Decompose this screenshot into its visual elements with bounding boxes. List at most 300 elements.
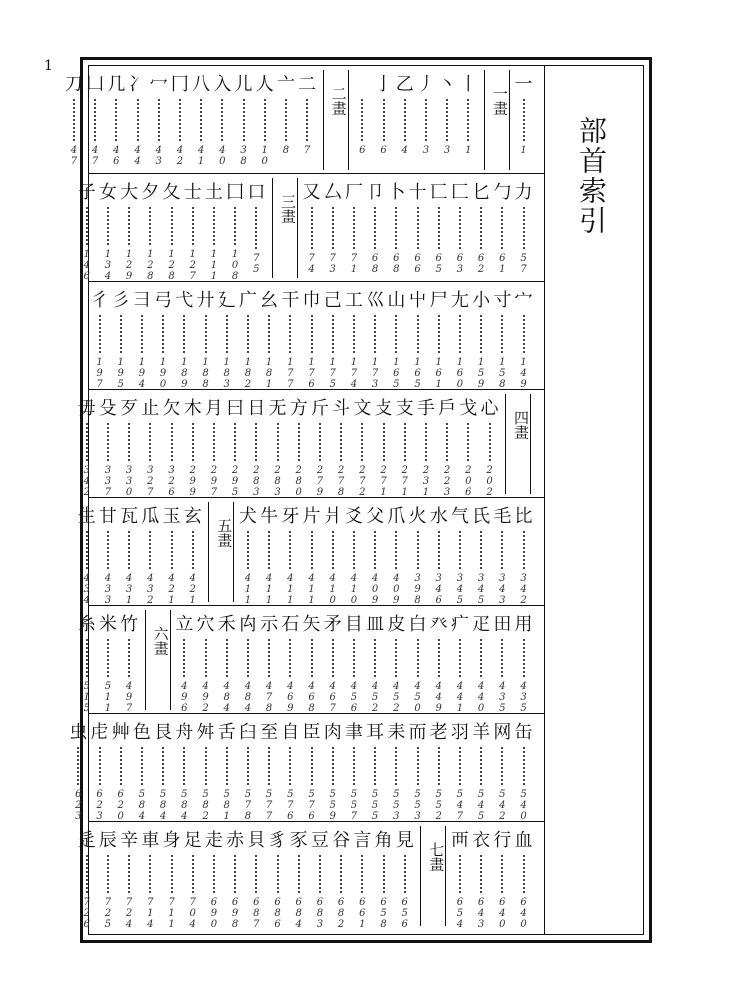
radical-entry[interactable] — [366, 174, 385, 282]
radical-entry[interactable] — [408, 714, 427, 822]
radical-entry[interactable] — [459, 390, 478, 498]
page-number: 1 — [44, 58, 53, 74]
radical-char: 牛 — [260, 506, 279, 527]
page-ref: 2 7 1 — [401, 465, 408, 498]
radical-entry[interactable] — [255, 66, 274, 174]
radical-entry[interactable] — [120, 606, 139, 714]
radical-entry[interactable] — [387, 606, 406, 714]
radical-char: 穴 — [196, 614, 215, 635]
dot-leader — [192, 207, 194, 245]
radical-entry[interactable] — [395, 822, 414, 930]
radical-entry[interactable] — [86, 66, 105, 174]
page-ref: 4 1 1 — [308, 573, 315, 606]
dot-leader — [171, 423, 173, 461]
radical-char: 止 — [141, 398, 160, 419]
radical-entry[interactable] — [111, 714, 130, 822]
dot-leader — [404, 99, 406, 141]
radical-entry[interactable] — [344, 714, 363, 822]
radical-entry[interactable] — [323, 498, 342, 606]
page-ref: 7 2 4 — [125, 897, 133, 930]
radical-entry[interactable] — [141, 390, 160, 498]
radical-entry[interactable] — [429, 606, 448, 714]
radical-entry[interactable] — [149, 66, 168, 174]
radical-entry[interactable] — [298, 66, 317, 174]
radical-entry[interactable] — [247, 174, 266, 282]
radical-entry[interactable] — [514, 66, 533, 174]
stroke-count-label: 七畫 — [427, 842, 446, 872]
radical-entry[interactable] — [302, 498, 321, 606]
dot-leader — [459, 855, 461, 893]
page-ref: 7 2 5 — [104, 897, 112, 930]
radical-entry[interactable] — [260, 714, 279, 822]
radical-entry[interactable] — [132, 282, 151, 390]
radical-entry[interactable] — [353, 822, 372, 930]
radical-char: 氏 — [472, 506, 491, 527]
stroke-count-label: 六畫 — [151, 626, 170, 656]
radical-char: 艮 — [154, 722, 173, 743]
radical-entry[interactable] — [98, 822, 117, 930]
radical-entry[interactable] — [98, 498, 117, 606]
radical-entry[interactable] — [196, 606, 215, 714]
radical-char: 羊 — [472, 722, 491, 743]
radical-char: 米 — [98, 614, 117, 635]
radical-entry[interactable] — [204, 174, 223, 282]
radical-entry[interactable] — [90, 714, 109, 822]
radical-char: 糸 — [77, 614, 96, 635]
dot-leader — [404, 855, 406, 893]
radical-char: 豆 — [310, 830, 329, 851]
radical-entry[interactable] — [472, 498, 491, 606]
dot-leader — [374, 207, 376, 249]
radical-entry[interactable] — [514, 282, 533, 390]
radical-char: 乙 — [395, 74, 414, 95]
page-ref: 2 8 0 — [295, 465, 302, 498]
dot-leader — [99, 747, 101, 785]
page-ref: 4 9 7 — [125, 681, 133, 714]
page-ref: 2 8 3 — [274, 465, 281, 498]
radical-entry[interactable] — [183, 498, 202, 606]
radical-entry[interactable] — [132, 714, 151, 822]
radical-entry[interactable] — [302, 282, 321, 390]
page-ref: 6 — [380, 145, 387, 156]
radical-entry[interactable] — [107, 66, 126, 174]
radical-entry[interactable] — [175, 606, 194, 714]
dot-leader — [501, 639, 503, 677]
radical-entry[interactable] — [183, 390, 202, 498]
radical-entry[interactable] — [450, 282, 469, 390]
radical-entry[interactable] — [289, 822, 308, 930]
radical-entry[interactable] — [514, 714, 533, 822]
page-ref: 4 8 4 — [244, 681, 252, 714]
radical-char: 力 — [514, 182, 533, 203]
radical-entry[interactable] — [472, 282, 491, 390]
radical-char: 斗 — [332, 398, 351, 419]
index-row — [89, 282, 545, 390]
radical-entry[interactable] — [366, 498, 385, 606]
radical-entry[interactable] — [162, 390, 181, 498]
radical-entry[interactable] — [268, 390, 287, 498]
radical-char: 尢 — [450, 290, 469, 311]
radical-entry[interactable] — [120, 498, 139, 606]
stroke-count-heading — [418, 822, 448, 930]
page-ref: 5 8 1 — [223, 789, 230, 822]
radical-char: 臼 — [238, 722, 257, 743]
radical-entry[interactable] — [344, 606, 363, 714]
radical-entry[interactable] — [353, 390, 372, 498]
radical-entry[interactable] — [493, 282, 512, 390]
radical-entry[interactable] — [196, 282, 215, 390]
radical-entry[interactable] — [170, 66, 189, 174]
radical-entry[interactable] — [514, 606, 533, 714]
dot-leader — [501, 315, 503, 353]
radical-entry[interactable] — [450, 606, 469, 714]
radical-entry[interactable] — [204, 390, 223, 498]
dot-leader — [306, 99, 308, 141]
radical-entry[interactable] — [260, 606, 279, 714]
radical-entry[interactable] — [387, 498, 406, 606]
radical-entry[interactable] — [183, 174, 202, 282]
radical-entry[interactable] — [353, 66, 372, 174]
dot-leader — [268, 639, 270, 677]
radical-entry[interactable] — [77, 174, 96, 282]
radical-entry[interactable] — [213, 66, 232, 174]
radical-char: 山 — [387, 290, 406, 311]
radical-entry[interactable] — [90, 282, 109, 390]
dot-leader — [425, 423, 427, 461]
radical-entry[interactable] — [69, 714, 88, 822]
page-ref: 5 5 3 — [393, 789, 400, 822]
radical-char: 舟 — [175, 722, 194, 743]
radical-entry[interactable] — [77, 606, 96, 714]
dot-leader — [361, 855, 363, 893]
radical-entry[interactable] — [438, 66, 457, 174]
radical-entry[interactable] — [120, 822, 139, 930]
radical-char: 用 — [514, 614, 533, 635]
page-ref: 4 8 4 — [223, 681, 230, 714]
radical-entry[interactable] — [429, 714, 448, 822]
radical-char: 皮 — [387, 614, 406, 635]
radical-entry[interactable] — [493, 822, 512, 930]
radical-entry[interactable] — [302, 606, 321, 714]
page-ref: 6 4 0 — [499, 897, 506, 930]
radical-char: 亠 — [276, 74, 295, 95]
radical-entry[interactable] — [98, 174, 117, 282]
radical-entry[interactable] — [64, 66, 83, 174]
dot-leader — [99, 315, 101, 353]
dot-leader — [247, 639, 249, 677]
stroke-count-label: 三畫 — [278, 194, 297, 224]
radical-entry[interactable] — [98, 606, 117, 714]
radical-entry[interactable] — [395, 390, 414, 498]
radical-entry[interactable] — [141, 822, 160, 930]
radical-entry[interactable] — [416, 390, 435, 498]
radical-entry[interactable] — [226, 390, 245, 498]
page-ref: 6 6 1 — [359, 897, 366, 930]
radical-entry[interactable] — [98, 390, 117, 498]
radical-entry[interactable] — [183, 822, 202, 930]
radical-entry[interactable] — [429, 498, 448, 606]
radical-entry[interactable] — [429, 282, 448, 390]
radical-entry[interactable] — [247, 390, 266, 498]
dot-leader — [332, 531, 334, 569]
radical-entry[interactable] — [120, 174, 139, 282]
radical-entry[interactable] — [472, 714, 491, 822]
dot-leader — [438, 639, 440, 677]
radical-entry[interactable] — [344, 282, 363, 390]
radical-entry[interactable] — [234, 66, 253, 174]
radical-entry[interactable] — [141, 498, 160, 606]
page-ref: 1 8 1 — [265, 357, 273, 390]
radical-entry[interactable] — [111, 282, 130, 390]
radical-entry[interactable] — [429, 174, 448, 282]
radical-entry[interactable] — [323, 606, 342, 714]
radical-entry[interactable] — [247, 822, 266, 930]
radical-char: 足 — [183, 830, 202, 851]
radical-entry[interactable] — [395, 66, 414, 174]
dot-leader — [128, 639, 130, 677]
radical-entry[interactable] — [450, 498, 469, 606]
radical-entry[interactable] — [226, 174, 245, 282]
dot-leader — [425, 99, 427, 141]
radical-char: 疋 — [472, 614, 491, 635]
dot-leader — [438, 315, 440, 353]
radical-entry[interactable] — [238, 498, 257, 606]
radical-entry[interactable] — [438, 390, 457, 498]
divider — [505, 394, 506, 494]
page-ref: 1 9 7 — [96, 357, 103, 390]
radical-char: 矢 — [302, 614, 321, 635]
page-ref: 3 — [443, 145, 451, 156]
radical-char: 冂 — [170, 74, 189, 95]
page-ref: 6 8 6 — [274, 897, 281, 930]
page-ref: 4 0 9 — [371, 573, 379, 606]
dot-leader — [311, 747, 313, 785]
radical-entry[interactable] — [238, 714, 257, 822]
radical-entry[interactable] — [276, 66, 295, 174]
page-ref: 2 0 6 — [465, 465, 472, 498]
dot-leader — [467, 423, 469, 461]
divider — [348, 70, 349, 170]
radical-entry[interactable] — [141, 174, 160, 282]
page-ref: 7 0 4 — [189, 897, 196, 930]
radical-entry[interactable] — [493, 606, 512, 714]
dot-leader — [289, 531, 291, 569]
dot-leader — [128, 531, 130, 569]
radical-entry[interactable] — [260, 282, 279, 390]
dot-leader — [115, 99, 117, 141]
radical-entry[interactable] — [366, 714, 385, 822]
radical-char: 辵 — [77, 830, 96, 851]
radical-entry[interactable] — [302, 174, 321, 282]
radical-entry[interactable] — [493, 174, 512, 282]
radical-entry[interactable] — [480, 390, 499, 498]
radical-entry[interactable] — [416, 66, 435, 174]
radical-entry[interactable] — [175, 714, 194, 822]
radical-char: 虫 — [69, 722, 88, 743]
radical-entry[interactable] — [344, 498, 363, 606]
stroke-count-heading — [143, 606, 173, 714]
radical-entry[interactable] — [366, 282, 385, 390]
radical-entry[interactable] — [366, 606, 385, 714]
dot-leader — [395, 315, 397, 353]
radical-char: 大 — [120, 182, 139, 203]
radical-entry[interactable] — [289, 390, 308, 498]
radical-char: 甘 — [98, 506, 117, 527]
dot-leader — [319, 423, 321, 461]
radical-entry[interactable] — [260, 498, 279, 606]
radical-entry[interactable] — [408, 498, 427, 606]
radical-entry[interactable] — [332, 390, 351, 498]
radical-entry[interactable] — [281, 606, 300, 714]
radical-entry[interactable] — [226, 822, 245, 930]
radical-entry[interactable] — [281, 498, 300, 606]
divider — [420, 826, 421, 926]
dot-leader — [459, 639, 461, 677]
radical-char: 冫 — [128, 74, 147, 95]
radical-entry[interactable] — [154, 714, 173, 822]
radical-entry[interactable] — [472, 174, 491, 282]
radical-entry[interactable] — [217, 714, 236, 822]
radical-char: 竹 — [120, 614, 139, 635]
radical-char: 曰 — [226, 398, 245, 419]
radical-entry[interactable] — [493, 714, 512, 822]
page-ref: 4 4 0 — [477, 681, 485, 714]
dot-leader — [179, 99, 181, 141]
dot-leader — [120, 315, 122, 353]
radical-entry[interactable] — [238, 606, 257, 714]
dot-leader — [192, 423, 194, 461]
radical-entry[interactable] — [450, 714, 469, 822]
radical-entry[interactable] — [387, 282, 406, 390]
radical-entry[interactable] — [323, 174, 342, 282]
radical-entry[interactable] — [204, 822, 223, 930]
radical-entry[interactable] — [77, 822, 96, 930]
radical-entry[interactable] — [162, 174, 181, 282]
radical-char: 示 — [260, 614, 279, 635]
page-ref: 3 4 5 — [477, 573, 485, 606]
radical-entry[interactable] — [408, 606, 427, 714]
radical-entry[interactable] — [128, 66, 147, 174]
dot-leader — [107, 423, 109, 461]
radical-entry[interactable] — [310, 822, 329, 930]
dot-leader — [73, 99, 75, 141]
radical-entry[interactable] — [77, 390, 96, 498]
page-ref: 2 2 3 — [443, 465, 451, 498]
radical-char: 爿 — [323, 506, 342, 527]
page-ref: 1 9 5 — [117, 357, 124, 390]
radical-entry[interactable] — [408, 282, 427, 390]
radical-entry[interactable] — [374, 66, 393, 174]
dot-leader — [446, 99, 448, 141]
radical-char: 儿 — [234, 74, 253, 95]
index-row — [77, 174, 545, 282]
page-ref: 4 3 1 — [125, 573, 133, 606]
radical-entry[interactable] — [459, 66, 478, 174]
dot-leader — [311, 207, 313, 249]
dot-leader — [417, 531, 419, 569]
radical-entry[interactable] — [238, 282, 257, 390]
radical-entry[interactable] — [154, 282, 173, 390]
radical-entry[interactable] — [387, 714, 406, 822]
divider — [484, 70, 485, 170]
dot-leader — [374, 531, 376, 569]
divider — [233, 502, 234, 602]
dot-leader — [523, 747, 525, 785]
radical-entry[interactable] — [217, 282, 236, 390]
dot-leader — [137, 99, 139, 141]
radical-entry[interactable] — [281, 714, 300, 822]
radical-entry[interactable] — [514, 174, 533, 282]
radical-entry[interactable] — [302, 714, 321, 822]
radical-entry[interactable] — [77, 498, 96, 606]
radical-entry[interactable] — [374, 822, 393, 930]
radical-entry[interactable] — [374, 390, 393, 498]
radical-entry[interactable] — [281, 282, 300, 390]
radical-entry[interactable] — [162, 498, 181, 606]
dot-leader — [289, 639, 291, 677]
radical-char: 幺 — [260, 290, 279, 311]
radical-entry[interactable] — [323, 282, 342, 390]
radical-char: 舛 — [196, 722, 215, 743]
radical-entry[interactable] — [323, 714, 342, 822]
radical-char: 豸 — [268, 830, 287, 851]
radical-entry[interactable] — [514, 822, 533, 930]
radical-entry[interactable] — [472, 822, 491, 930]
radical-char: 自 — [281, 722, 300, 743]
radical-char: 耳 — [366, 722, 385, 743]
dot-leader — [247, 315, 249, 353]
radical-char: 至 — [260, 722, 279, 743]
radical-entry[interactable] — [217, 606, 236, 714]
index-row — [64, 66, 545, 174]
radical-char: 几 — [107, 74, 126, 95]
dot-leader — [149, 531, 151, 569]
radical-char: 臣 — [302, 722, 321, 743]
dot-leader — [361, 423, 363, 461]
radical-entry[interactable] — [408, 174, 427, 282]
page-ref: 7 5 — [253, 253, 260, 275]
radical-entry[interactable] — [493, 498, 512, 606]
radical-entry[interactable] — [196, 714, 215, 822]
radical-entry[interactable] — [162, 822, 181, 930]
page-ref: 2 3 1 — [422, 465, 430, 498]
dot-leader — [120, 747, 122, 785]
radical-entry[interactable] — [310, 390, 329, 498]
radical-entry[interactable] — [514, 498, 533, 606]
radical-entry[interactable] — [344, 174, 363, 282]
radical-entry[interactable] — [387, 174, 406, 282]
radical-entry[interactable] — [332, 822, 351, 930]
dot-leader — [374, 639, 376, 677]
radical-entry[interactable] — [450, 174, 469, 282]
radical-char: 网 — [493, 722, 512, 743]
radical-entry[interactable] — [175, 282, 194, 390]
radical-char: 弋 — [175, 290, 194, 311]
page-ref: 6 5 8 — [380, 897, 387, 930]
page-ref: 7 1 4 — [147, 897, 154, 930]
dot-leader — [205, 747, 207, 785]
page-ref: 4 6 7 — [329, 681, 336, 714]
radical-entry[interactable] — [472, 606, 491, 714]
radical-entry[interactable] — [268, 822, 287, 930]
dot-leader — [332, 207, 334, 249]
radical-entry[interactable] — [192, 66, 211, 174]
radical-char: 爻 — [344, 506, 363, 527]
page-ref: 4 5 2 — [371, 681, 379, 714]
radical-entry[interactable] — [450, 822, 469, 930]
radical-entry[interactable] — [120, 390, 139, 498]
radical-char: 禾 — [217, 614, 236, 635]
